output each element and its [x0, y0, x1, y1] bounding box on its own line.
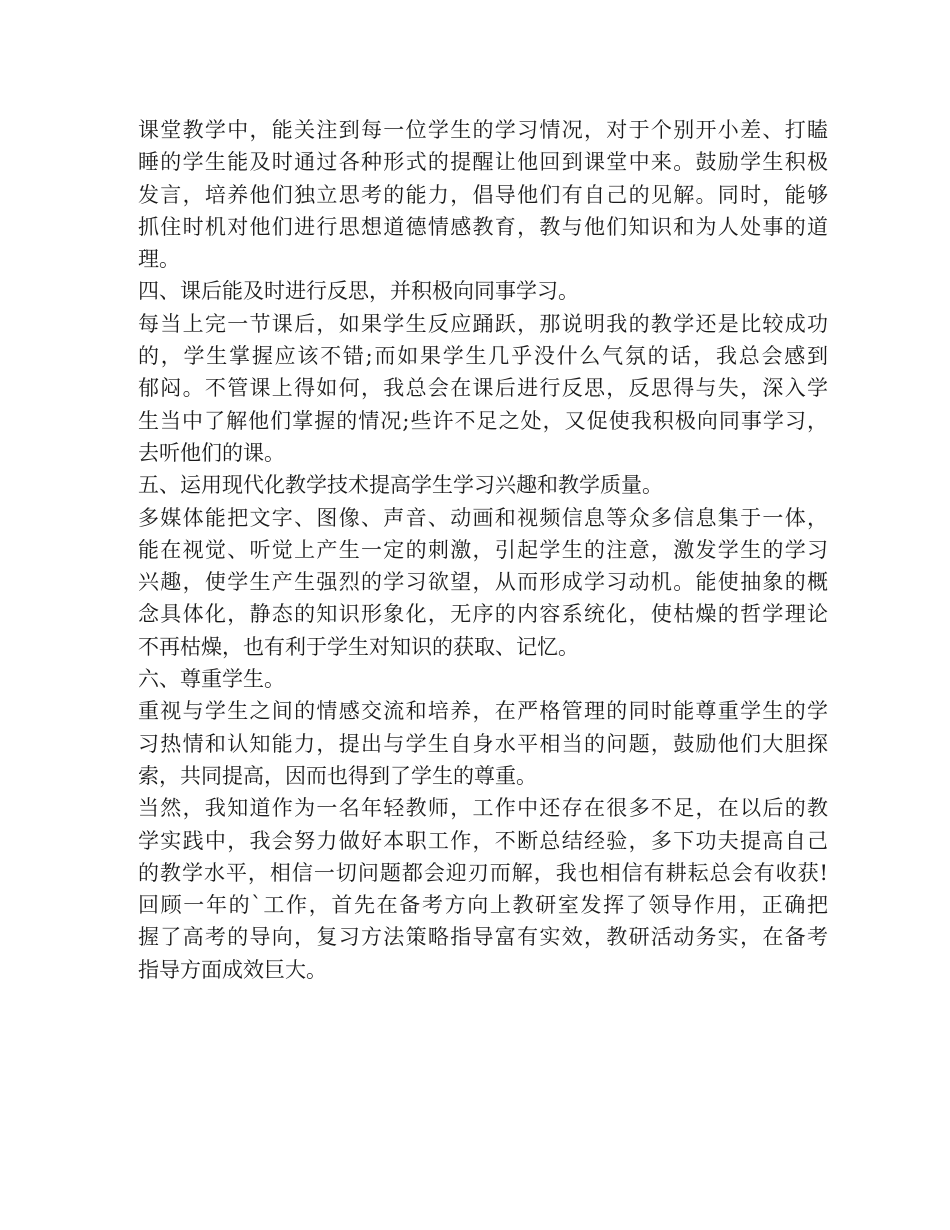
text-line: 郁闷。不管课上得如何，我总会在课后进行反思，反思得与失，深入学: [138, 376, 828, 401]
text-line: 每当上完一节课后，如果学生反应踊跃，那说明我的教学还是比较成功: [138, 311, 828, 336]
text-line: 的教学水平，相信一切问题都会迎刃而解，我也相信有耕耘总会有收获!: [138, 860, 828, 885]
text-line: 四、课后能及时进行反思，并积极向同事学习。: [138, 279, 579, 304]
text-line: 重视与学生之间的情感交流和培养，在严格管理的同时能尊重学生的学: [138, 699, 828, 724]
text-line: 睡的学生能及时通过各种形式的提醒让他回到课堂中来。鼓励学生积极: [138, 150, 828, 175]
text-line: 能在视觉、听觉上产生一定的刺激，引起学生的注意，激发学生的学习: [138, 537, 828, 562]
text-line: 发言，培养他们独立思考的能力，倡导他们有自己的见解。同时，能够: [138, 182, 828, 207]
text-line: 多媒体能把文字、图像、声音、动画和视频信息等众多信息集于一体，: [138, 505, 828, 530]
document-page: [138, 114, 828, 986]
text-line: 不再枯燥，也有利于学生对知识的获取、记忆。: [138, 634, 579, 659]
text-line: 理。: [138, 247, 180, 272]
text-line: 学实践中，我会努力做好本职工作，不断总结经验，多下功夫提高自己: [138, 828, 828, 853]
text-line: 生当中了解他们掌握的情况;些许不足之处，又促使我积极向同事学习，: [138, 408, 828, 433]
text-line: 课堂教学中，能关注到每一位学生的学习情况，对于个别开小差、打瞌: [138, 118, 828, 142]
text-line: 六、尊重学生。: [138, 667, 285, 692]
text-line: 抓住时机对他们进行思想道德情感教育，教与他们知识和为人处事的道: [138, 214, 828, 239]
text-line: 兴趣，使学生产生强烈的学习欲望，从而形成学习动机。能使抽象的概: [138, 570, 828, 595]
text-line: 五、运用现代化教学技术提高学生学习兴趣和教学质量。: [138, 473, 663, 498]
text-line: 指导方面成效巨大。: [138, 957, 327, 982]
text-line: 回顾一年的`工作，首先在备考方向上教研室发挥了领导作用，正确把: [138, 893, 828, 918]
text-line: 握了高考的导向，复习方法策略指导富有实效，教研活动务实，在备考: [138, 925, 828, 950]
text-line: 去听他们的课。: [138, 440, 285, 465]
text-line: 习热情和认知能力，提出与学生自身水平相当的问题，鼓励他们大胆探: [138, 731, 828, 756]
text-line: 当然，我知道作为一名年轻教师，工作中还存在很多不足，在以后的教: [138, 796, 828, 821]
text-line: 索，共同提高，因而也得到了学生的尊重。: [138, 763, 537, 788]
text-line: 的，学生掌握应该不错;而如果学生几乎没什么气氛的话，我总会感到: [138, 344, 828, 369]
text-line: 念具体化，静态的知识形象化，无序的内容系统化，使枯燥的哲学理论: [138, 602, 828, 627]
